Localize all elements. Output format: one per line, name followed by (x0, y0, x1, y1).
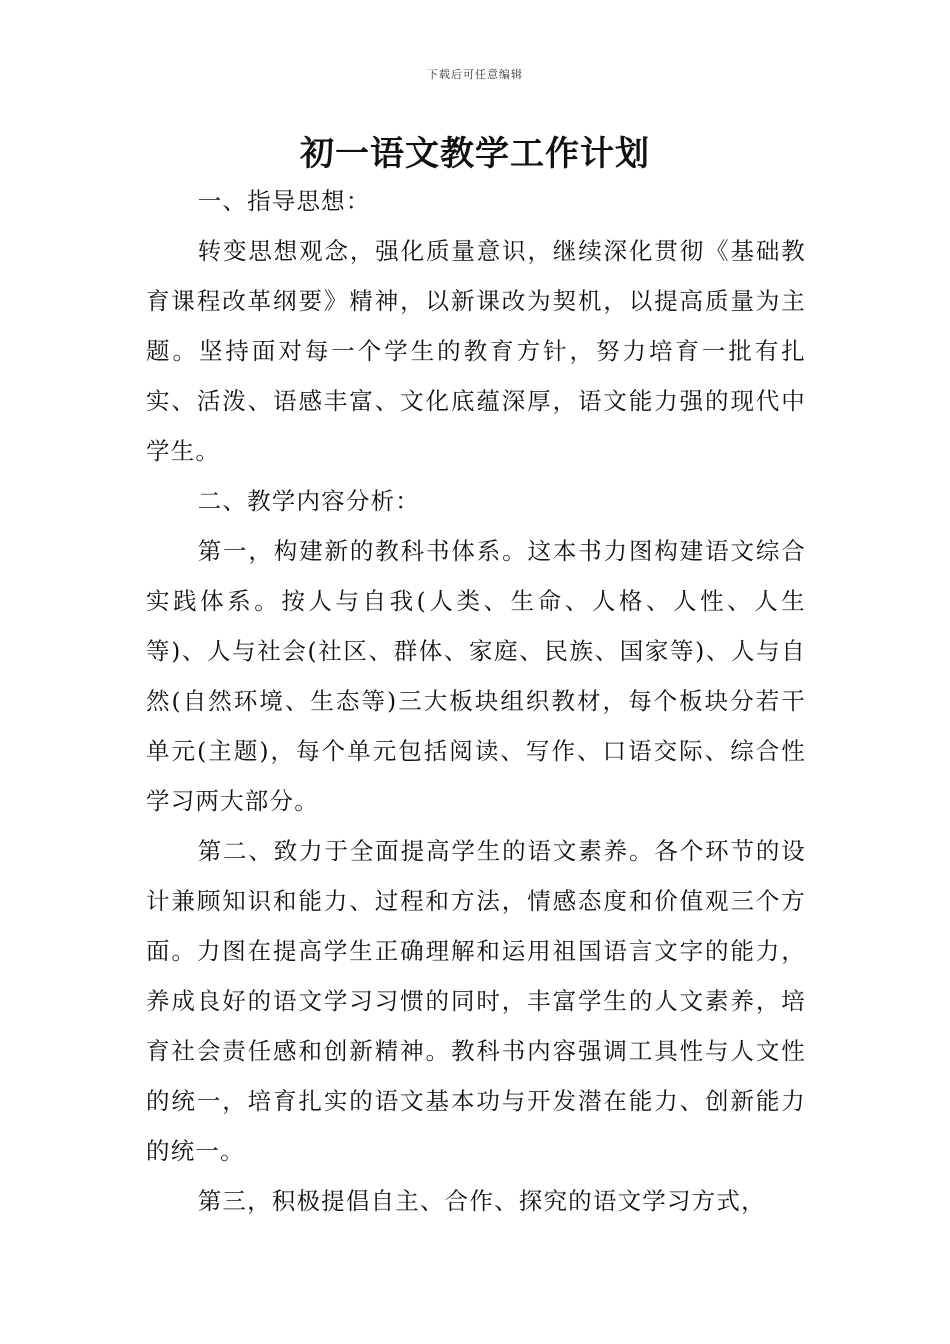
paragraph-third-point: 第三，积极提倡自主、合作、探究的语文学习方式， (197, 1187, 766, 1215)
document-title: 初一语文教学工作计划 (300, 134, 650, 174)
paragraph-guiding-ideology: 转变思想观念，强化质量意识，继续深化贯彻《基础教育课程改革纲要》精神，以新课改为契机，以提高质量为主题。坚持面对每一个学生的教育方针，努力培育一批有扎实、活泼、语感丰富、文化底蕴深厚，语文能力强的现代中学生。 (146, 237, 806, 465)
paragraph-first-point: 第一，构建新的教科书体系。这本书力图构建语文综合实践体系。按人与自我(人类、生命、人格、人性、人生等)、人与社会(社区、群体、家庭、民族、国家等)、人与自然(自然环境、生态等)三大板块组织教材，每个板块分若干单元(主题)，每个单元包括阅读、写作、口语交际、综合性学习两大部分。 (146, 537, 806, 815)
section-heading-guiding-ideology: 一、指导思想： (197, 187, 371, 215)
section-heading-content-analysis: 二、教学内容分析： (197, 487, 420, 515)
document-body (146, 176, 806, 1226)
header-note: 下载后可任意编辑 (427, 68, 523, 81)
paragraph-second-point: 第二、致力于全面提高学生的语文素养。各个环节的设计兼顾知识和能力、过程和方法，情感态度和价值观三个方面。力图在提高学生正确理解和运用祖国语言文字的能力，养成良好的语文学习习惯的同时，丰富学生的人文素养，培育社会责任感和创新精神。教科书内容强调工具性与人文性的统一，培育扎实的语文基本功与开发潜在能力、创新能力的统一。 (146, 837, 806, 1165)
